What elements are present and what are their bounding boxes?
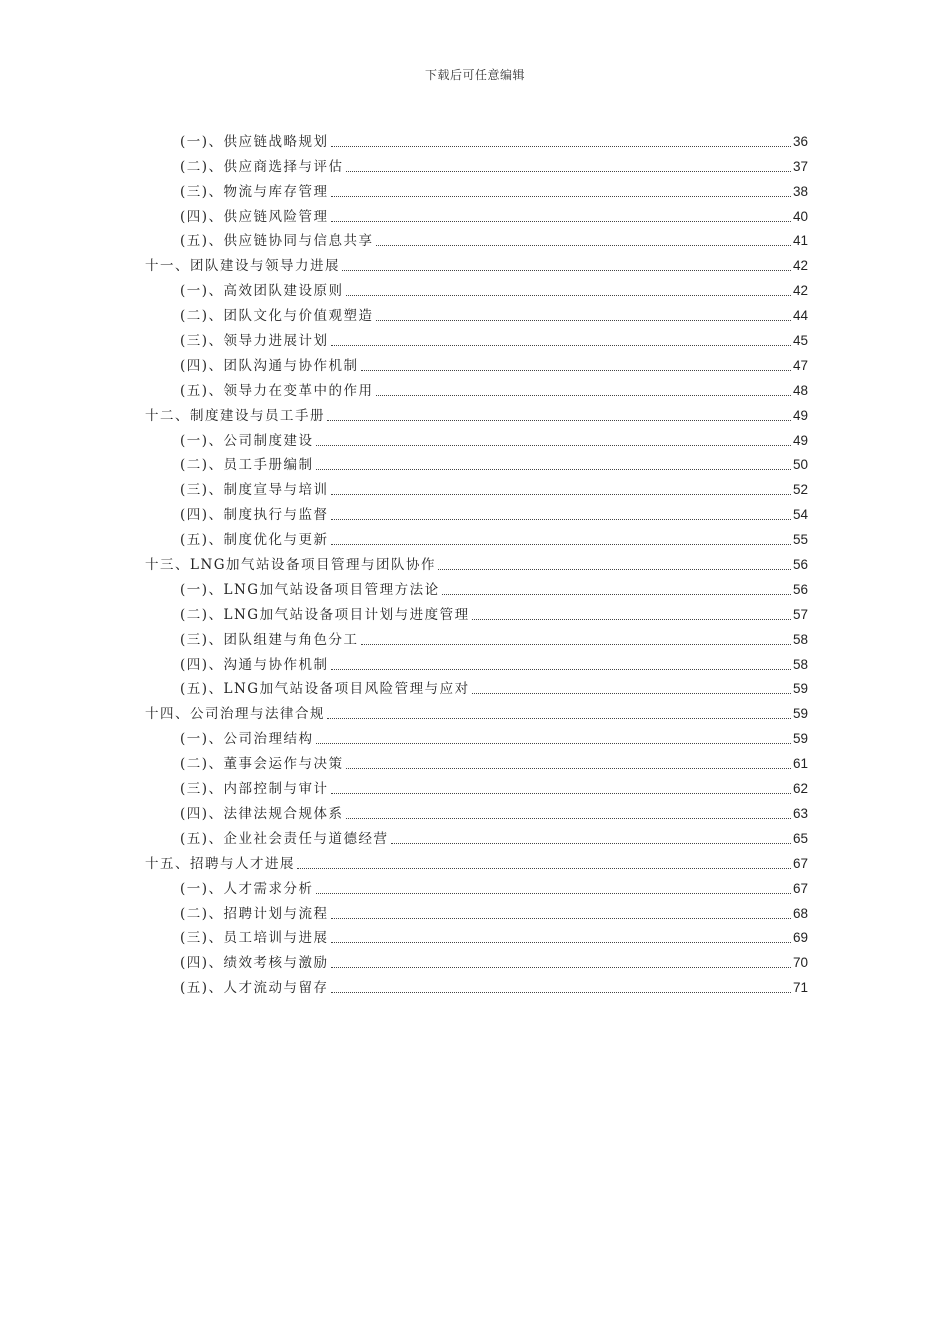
toc-entry-title: (五)、LNG加气站设备项目风险管理与应对 xyxy=(180,681,470,698)
toc-entry-title: (一)、公司治理结构 xyxy=(180,731,314,748)
toc-section-entry[interactable] xyxy=(145,523,808,548)
toc-dot-leader xyxy=(361,643,791,645)
toc-entry-title: (三)、制度宣导与培训 xyxy=(180,482,329,499)
toc-page-number: 44 xyxy=(792,308,808,324)
toc-section-entry[interactable] xyxy=(145,374,808,399)
toc-entry-title: (三)、员工培训与进展 xyxy=(180,930,329,947)
toc-dot-leader xyxy=(316,444,791,446)
toc-page-number: 63 xyxy=(792,805,808,821)
toc-dot-leader xyxy=(346,817,791,819)
toc-dot-leader xyxy=(331,145,791,147)
toc-entry-title: 十五、招聘与人才进展 xyxy=(145,855,295,872)
toc-entry-title: (二)、LNG加气站设备项目计划与进度管理 xyxy=(180,606,470,623)
toc-page-number: 50 xyxy=(792,457,808,473)
toc-section-entry[interactable] xyxy=(145,598,808,623)
toc-page-number: 57 xyxy=(792,606,808,622)
toc-page-number: 42 xyxy=(792,258,808,274)
toc-dot-leader xyxy=(342,269,791,271)
toc-section-entry[interactable] xyxy=(145,722,808,747)
toc-section-entry[interactable] xyxy=(145,349,808,374)
toc-entry-title: (一)、LNG加气站设备项目管理方法论 xyxy=(180,581,440,598)
toc-dot-leader xyxy=(472,618,791,620)
toc-entry-title: (五)、制度优化与更新 xyxy=(180,532,329,549)
toc-page-number: 38 xyxy=(792,183,808,199)
toc-entry-title: (三)、团队组建与角色分工 xyxy=(180,631,359,648)
toc-chapter-entry[interactable] xyxy=(145,249,808,274)
toc-dot-leader xyxy=(331,518,791,520)
toc-entry-title: (二)、团队文化与价值观塑造 xyxy=(180,308,374,325)
toc-section-entry[interactable] xyxy=(145,922,808,947)
toc-entry-title: (三)、内部控制与审计 xyxy=(180,781,329,798)
toc-entry-title: (三)、物流与库存管理 xyxy=(180,183,329,200)
toc-page-number: 70 xyxy=(792,955,808,971)
toc-page-number: 56 xyxy=(792,557,808,573)
toc-dot-leader xyxy=(331,991,791,993)
toc-section-entry[interactable] xyxy=(145,424,808,449)
toc-entry-title: (三)、领导力进展计划 xyxy=(180,333,329,350)
toc-page-number: 69 xyxy=(792,930,808,946)
toc-entry-title: (五)、人才流动与留存 xyxy=(180,980,329,997)
toc-section-entry[interactable] xyxy=(145,797,808,822)
toc-dot-leader xyxy=(346,294,791,296)
toc-section-entry[interactable] xyxy=(145,772,808,797)
toc-dot-leader xyxy=(472,692,791,694)
toc-page-number: 59 xyxy=(792,706,808,722)
toc-entry-title: 十一、团队建设与领导力进展 xyxy=(145,258,340,275)
toc-entry-title: (四)、供应链风险管理 xyxy=(180,208,329,225)
toc-chapter-entry[interactable] xyxy=(145,697,808,722)
toc-entry-title: (一)、人才需求分析 xyxy=(180,880,314,897)
toc-page-number: 65 xyxy=(792,830,808,846)
toc-page-number: 47 xyxy=(792,357,808,373)
toc-page-number: 37 xyxy=(792,158,808,174)
toc-page-number: 42 xyxy=(792,283,808,299)
toc-dot-leader xyxy=(346,767,791,769)
toc-page-number: 59 xyxy=(792,731,808,747)
toc-dot-leader xyxy=(331,917,791,919)
toc-entry-title: (一)、供应链战略规划 xyxy=(180,133,329,150)
toc-chapter-entry[interactable] xyxy=(145,399,808,424)
toc-dot-leader xyxy=(331,966,791,968)
toc-entry-title: 十二、制度建设与员工手册 xyxy=(145,407,325,424)
toc-section-entry[interactable] xyxy=(145,573,808,598)
toc-dot-leader xyxy=(331,668,791,670)
toc-page-number: 55 xyxy=(792,532,808,548)
toc-section-entry[interactable] xyxy=(145,673,808,698)
toc-dot-leader xyxy=(316,742,791,744)
toc-page-number: 58 xyxy=(792,656,808,672)
toc-page-number: 36 xyxy=(792,133,808,149)
toc-section-entry[interactable] xyxy=(145,125,808,150)
toc-chapter-entry[interactable] xyxy=(145,847,808,872)
toc-dot-leader xyxy=(331,493,791,495)
toc-entry-title: 十三、LNG加气站设备项目管理与团队协作 xyxy=(145,557,437,574)
toc-section-entry[interactable] xyxy=(145,623,808,648)
toc-page-number: 68 xyxy=(792,905,808,921)
toc-dot-leader xyxy=(331,195,791,197)
toc-page-number: 56 xyxy=(792,581,808,597)
toc-dot-leader xyxy=(331,792,791,794)
toc-entry-title: (二)、员工手册编制 xyxy=(180,457,314,474)
toc-page-number: 41 xyxy=(792,233,808,249)
toc-dot-leader xyxy=(376,244,791,246)
toc-page-number: 54 xyxy=(792,507,808,523)
toc-entry-title: (二)、供应商选择与评估 xyxy=(180,158,344,175)
toc-page-number: 58 xyxy=(792,631,808,647)
toc-dot-leader xyxy=(438,568,791,570)
toc-dot-leader xyxy=(331,543,791,545)
toc-dot-leader xyxy=(346,170,791,172)
toc-entry-title: (一)、公司制度建设 xyxy=(180,432,314,449)
toc-entry-title: (二)、招聘计划与流程 xyxy=(180,905,329,922)
toc-page-number: 59 xyxy=(792,681,808,697)
toc-entry-title: (四)、沟通与协作机制 xyxy=(180,656,329,673)
toc-section-entry[interactable] xyxy=(145,498,808,523)
toc-dot-leader xyxy=(331,344,791,346)
toc-section-entry[interactable] xyxy=(145,822,808,847)
toc-page-number: 40 xyxy=(792,208,808,224)
toc-section-entry[interactable] xyxy=(145,648,808,673)
toc-section-entry[interactable] xyxy=(145,150,808,175)
toc-entry-title: (四)、绩效考核与激励 xyxy=(180,955,329,972)
toc-section-entry[interactable] xyxy=(145,473,808,498)
toc-page-number: 52 xyxy=(792,482,808,498)
toc-section-entry[interactable] xyxy=(145,200,808,225)
table-of-contents xyxy=(145,125,808,996)
toc-entry-title: (五)、供应链协同与信息共享 xyxy=(180,233,374,250)
toc-page-number: 45 xyxy=(792,333,808,349)
toc-dot-leader xyxy=(391,842,791,844)
toc-dot-leader xyxy=(316,468,791,470)
toc-dot-leader xyxy=(376,319,791,321)
toc-section-entry[interactable] xyxy=(145,299,808,324)
toc-entry-title: (五)、领导力在变革中的作用 xyxy=(180,382,374,399)
toc-dot-leader xyxy=(316,892,791,894)
toc-section-entry[interactable] xyxy=(145,175,808,200)
toc-dot-leader xyxy=(327,419,791,421)
toc-page-number: 67 xyxy=(792,880,808,896)
toc-page-number: 61 xyxy=(792,756,808,772)
toc-dot-leader xyxy=(361,369,791,371)
toc-section-entry[interactable] xyxy=(145,274,808,299)
toc-dot-leader xyxy=(442,593,791,595)
toc-section-entry[interactable] xyxy=(145,897,808,922)
toc-dot-leader xyxy=(376,394,791,396)
toc-section-entry[interactable] xyxy=(145,324,808,349)
toc-entry-title: 十四、公司治理与法律合规 xyxy=(145,706,325,723)
toc-entry-title: (四)、制度执行与监督 xyxy=(180,507,329,524)
page-header: 下载后可任意编辑 xyxy=(424,68,525,82)
toc-page-number: 49 xyxy=(792,432,808,448)
toc-entry-title: (四)、团队沟通与协作机制 xyxy=(180,357,359,374)
toc-page-number: 62 xyxy=(792,781,808,797)
toc-section-entry[interactable] xyxy=(145,225,808,250)
toc-entry-title: (四)、法律法规合规体系 xyxy=(180,805,344,822)
toc-page-number: 67 xyxy=(792,855,808,871)
toc-page-number: 71 xyxy=(792,980,808,996)
toc-dot-leader xyxy=(297,867,791,869)
toc-dot-leader xyxy=(331,220,791,222)
toc-section-entry[interactable] xyxy=(145,971,808,996)
toc-page-number: 49 xyxy=(792,407,808,423)
toc-dot-leader xyxy=(327,717,791,719)
toc-entry-title: (二)、董事会运作与决策 xyxy=(180,756,344,773)
toc-dot-leader xyxy=(331,941,791,943)
toc-section-entry[interactable] xyxy=(145,449,808,474)
toc-entry-title: (一)、高效团队建设原则 xyxy=(180,283,344,300)
toc-section-entry[interactable] xyxy=(145,747,808,772)
toc-page-number: 48 xyxy=(792,382,808,398)
toc-entry-title: (五)、企业社会责任与道德经营 xyxy=(180,830,389,847)
toc-section-entry[interactable] xyxy=(145,872,808,897)
toc-section-entry[interactable] xyxy=(145,946,808,971)
toc-chapter-entry[interactable] xyxy=(145,548,808,573)
